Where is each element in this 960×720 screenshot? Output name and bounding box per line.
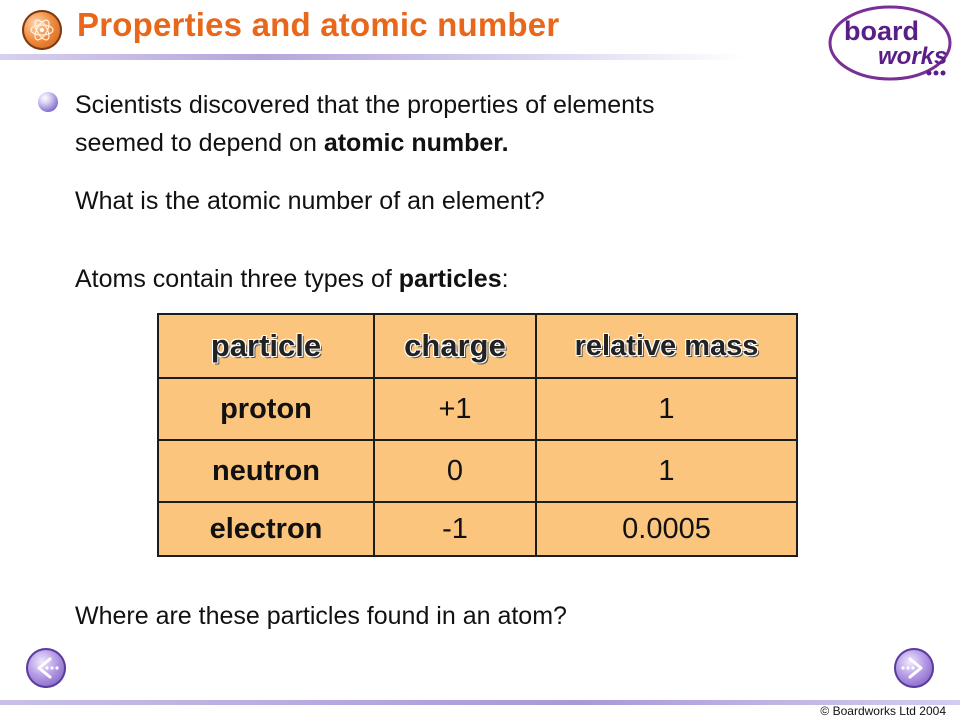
copyright-notice: © Boardworks Ltd 2004 xyxy=(820,704,946,718)
page-title: Properties and atomic number xyxy=(77,6,560,43)
bullet-text-line-2: seemed to depend on atomic number. xyxy=(75,129,509,157)
cell-particle-name: electron xyxy=(158,502,374,556)
title-orb-icon xyxy=(22,10,62,50)
cell-particle-name: proton xyxy=(158,378,374,440)
table-row xyxy=(158,440,797,502)
cell-charge: 0 xyxy=(374,440,536,502)
table-row xyxy=(158,502,797,556)
next-arrow-icon xyxy=(894,648,934,688)
cell-relative-mass: 1 xyxy=(536,378,797,440)
atoms-particles-text: Atoms contain three types of particles: xyxy=(75,265,509,293)
cell-relative-mass: 0.0005 xyxy=(536,502,797,556)
boardworks-logo xyxy=(828,4,954,82)
bullet-text-line-1: Scientists discovered that the properties of elements xyxy=(75,91,655,119)
header-relative-mass: relative mass xyxy=(536,314,797,378)
next-button[interactable] xyxy=(894,648,934,688)
title-divider xyxy=(0,54,745,60)
header-charge: charge xyxy=(374,314,536,378)
previous-button[interactable] xyxy=(26,648,66,688)
previous-arrow-icon xyxy=(26,648,66,688)
question-particle-location: Where are these particles found in an atom? xyxy=(75,602,567,630)
question-atomic-number: What is the atomic number of an element? xyxy=(75,187,545,215)
logo-text-bottom: works xyxy=(878,43,948,70)
cell-relative-mass: 1 xyxy=(536,440,797,502)
footer-divider xyxy=(0,700,960,705)
particles-bold: particles xyxy=(398,265,502,293)
cell-charge: +1 xyxy=(374,378,536,440)
table-row xyxy=(158,378,797,440)
logo-text-top: board xyxy=(844,16,920,46)
bullet-sphere-icon xyxy=(38,92,58,112)
atomic-number-bold: atomic number. xyxy=(323,129,509,157)
cell-charge: -1 xyxy=(374,502,536,556)
header-particle: particle xyxy=(158,314,374,378)
cell-particle-name: neutron xyxy=(158,440,374,502)
particle-table xyxy=(157,313,798,557)
